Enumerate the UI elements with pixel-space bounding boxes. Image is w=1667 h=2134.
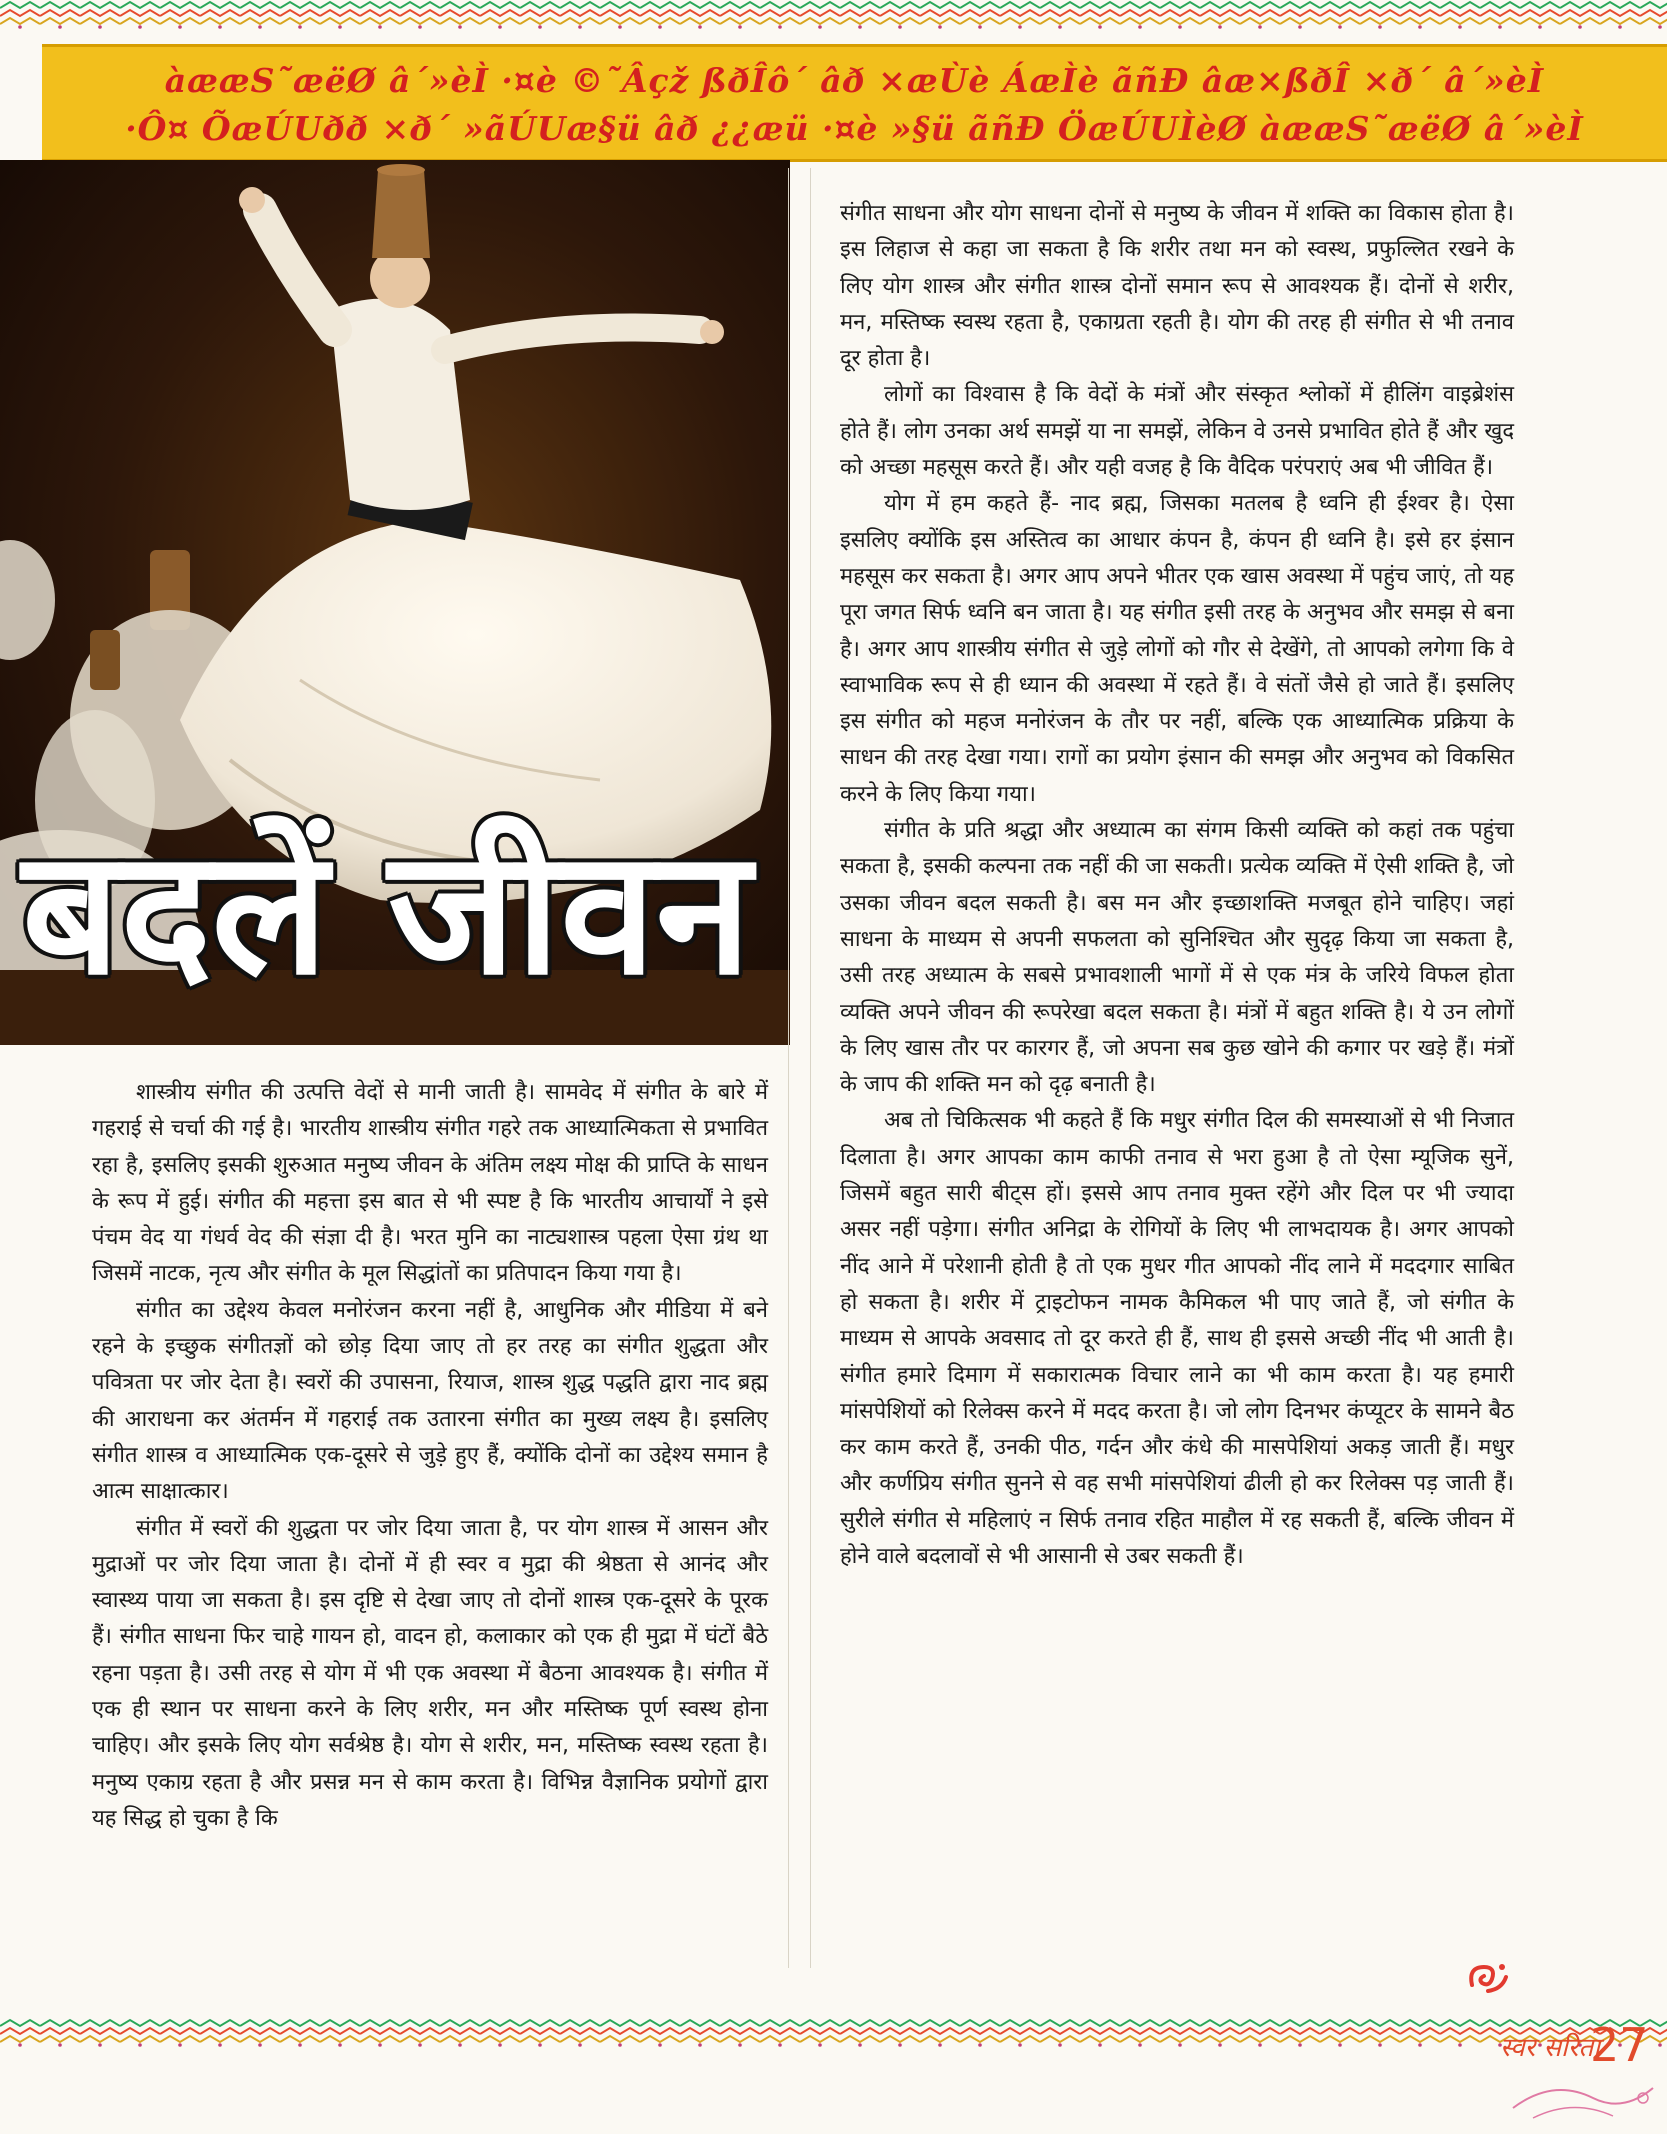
article-paragraph: अब तो चिकित्सक भी कहते हैं कि मधुर संगीत दिल की समस्याओं से भी निजात दिलाता है। अगर आपका काम काफी तनाव से भरा हुआ है तो ऐसा म्यूजिक सुनें, जिसमें बहुत सारी बीट्स हों। इससे आप तनाव मुक्त रहेंगे और दिल पर भी ज्यादा असर नहीं पड़ेगा। संगीत अनिद्रा के रोगियों के लिए भी लाभदायक है। अगर आपको नींद आने में परेशानी होती है तो एक मुधर गीत आपको नींद लाने में मददगार साबित हो सकता है। शरीर में ट्राइटोफन नामक कैमिकल भी पाए जाते हैं, जो संगीत के माध्यम से आपके अवसाद तो दूर करते ही हैं, साथ ही इससे अच्छी नींद भी आती है। संगीत हमारे दिमाग में सकारात्मक विचार लाने का भी काम करता है। यह हमारी मांसपेशियों को रिलेक्स करने में मदद करता है। जो लोग दिनभर कंप्यूटर के सामने बैठ कर काम करते हैं, उनकी पीठ, गर्दन और कंधे की मासपेशियां अकड़ जाती हैं। मधुर और कर्णप्रिय संगीत सुनने से वह सभी मांसपेशियां ढीली हो कर रिलेक्स पड़ जाती हैं। सुरीले संगीत से महिलाएं न सिर्फ तनाव रहित माहौल में रह सकती हैं, बल्कि जीवन में होने वाले बदलावों से भी आसानी से उबर सकती हैं। bbox=[840, 1108, 1514, 1569]
magazine-name: स्वर सरिता bbox=[1500, 2033, 1600, 2063]
article-paragraph: संगीत का उद्देश्य केवल मनोरंजन करना नहीं है, आधुनिक और मीडिया में बने रहने के इच्छुक संगीतज्ञों को छोड़ दिया जाए तो हर तरह का संगीत शुद्धता और पवित्रता पर जोर देता है। स्वरों की उपासना, रियाज, शास्त्र शुद्ध पद्धति द्वारा नाद ब्रह्म की आराधना कर अंतर्मन में गहराई तक उतारना संगीत का मुख्य लक्ष्य है। इसलिए संगीत शास्त्र व आध्यात्मिक एक-दूसरे से जुड़े हुए हैं, क्योंकि दोनों का उद्देश्य समान है आत्म साक्षात्कार। bbox=[92, 1297, 768, 1505]
header-banner bbox=[42, 44, 1667, 162]
left-article-column bbox=[92, 1075, 768, 1837]
banner-line-2: ·Ô¤ ÕæÚUðð ×ð´ »ãÚUæ§ü âð ¿¿æü ·¤è »§ü ãñÐ ÖæÚUÌèØ àææS˜æëØ â´»èÌ bbox=[125, 109, 1584, 148]
article-paragraph: योग में हम कहते हैं- नाद ब्रह्म, जिसका मतलब है ध्वनि ही ईश्वर है। ऐसा इसलिए क्योंकि इस अस्तित्व का आधार कंपन है, कंपन ही ध्वनि है। इसे हर इंसान महसूस कर सकता है। अगर आप अपने भीतर एक खास अवस्था में पहुंच जाएं, तो यह पूरा जगत सिर्फ ध्वनि बन जाता है। यह संगीत इसी तरह के अनुभव और समझ से बना है। अगर आप शास्त्रीय संगीत से जुड़े लोगों को गौर से देखेंगे, तो आपको लगेगा कि वे स्वाभाविक रूप से ही ध्यान की अवस्था में रहते हैं। वे संतों जैसे हो जाते हैं। इसलिए इस संगीत को महज मनोरंजन के तौर पर नहीं, बल्कि एक आध्यात्मिक प्रक्रिया के साधन की तरह देखा गया। रागों का प्रयोग इंसान की समझ और अनुभव को विकसित करने के लिए किया गया। bbox=[840, 491, 1514, 807]
page-number: 27 bbox=[1590, 2018, 1649, 2072]
decorative-border-top bbox=[0, 0, 1667, 30]
banner-line-1: àææS˜æëØ â´»èÌ ·¤è ©˜Âçž ßðÎô´ âð ×æÙè ÁæÌè ãñÐ âæ×ßðÎ ×ð´ â´»èÌ bbox=[164, 61, 1545, 100]
page-title: बदलें जीवन bbox=[22, 812, 752, 1013]
column-divider bbox=[788, 168, 789, 1968]
decorative-border-bottom bbox=[0, 2018, 1667, 2048]
article-paragraph: लोगों का विश्वास है कि वेदों के मंत्रों और संस्कृत श्लोकों में हीलिंग वाइब्रेशंस होते हैं। लोग उनका अर्थ समझें या ना समझें, लेकिन वे उनसे प्रभावित होते हैं और खुद को अच्छा महसूस करते हैं। और यही वजह है कि वैदिक परंपराएं अब भी जीवित हैं। bbox=[840, 382, 1514, 481]
end-ornament-icon bbox=[1462, 1955, 1512, 2005]
column-divider bbox=[810, 168, 811, 1968]
article-paragraph: संगीत साधना और योग साधना दोनों से मनुष्य के जीवन में शक्ति का विकास होता है। इस लिहाज से कहा जा सकता है कि शरीर तथा मन को स्वस्थ, प्रफुल्लित रखने के लिए योग शास्त्र और संगीत शास्त्र दोनों समान रूप से आवश्यक हैं। दोनों से शरीर, मन, मस्तिष्क स्वस्थ रहता है, एकाग्रता रहती है। योग की तरह ही संगीत से भी तनाव दूर होता है। bbox=[840, 201, 1514, 372]
article-paragraph: संगीत के प्रति श्रद्धा और अध्यात्म का संगम किसी व्यक्ति को कहां तक पहुंचा सकता है, इसकी कल्पना तक नहीं की जा सकती। प्रत्येक व्यक्ति में ऐसी शक्ति है, जो उसका जीवन बदल सकती है। बस मन और इच्छाशक्ति मजबूत होने चाहिए। जहां साधना के माध्यम से अपनी सफलता को सुनिश्चित और सुदृढ़ किया जा सकता है, उसी तरह अध्यात्म के सबसे प्रभावशाली भागों में से एक मंत्र के जरिये विफल होता व्यक्ति अपने जीवन की रूपरेखा बदल सकता है। मंत्रों में बहुत शक्ति है। ये उन लोगों के लिए खास तौर पर कारगर हैं, जो अपना सब कुछ खोने की कगार पर खड़े हैं। मंत्रों के जाप की शक्ति मन को दृढ़ बनाती है। bbox=[840, 818, 1514, 1098]
article-paragraph: शास्त्रीय संगीत की उत्पत्ति वेदों से मानी जाती है। सामवेद में संगीत के बारे में गहराई से चर्चा की गई है। भारतीय शास्त्रीय संगीत गहरे तक आध्यात्मिकता से प्रभावित रहा है, इसलिए इसकी शुरुआत मनुष्य जीवन के अंतिम लक्ष्य मोक्ष की प्राप्ति के साधन के रूप में हुई। संगीत की महत्ता इस बात से भी स्पष्ट है कि भारतीय आचार्यों ने इसे पंचम वेद या गंधर्व वेद की संज्ञा दी है। भरत मुनि का नाट्यशास्त्र पहला ऐसा ग्रंथ था जिसमें नाटक, नृत्य और संगीत के मूल सिद्धांतों का प्रतिपादन किया गया है। bbox=[92, 1080, 768, 1287]
right-article-column bbox=[840, 196, 1514, 1575]
article-paragraph: संगीत में स्वरों की शुद्धता पर जोर दिया जाता है, पर योग शास्त्र में आसन और मुद्राओं पर जोर दिया जाता है। दोनों में ही स्वर व मुद्रा की श्रेष्ठता से आनंद और स्वास्थ्य पाया जा सकता है। इस दृष्टि से देखा जाए तो दोनों शास्त्र एक-दूसरे के पूरक हैं। संगीत साधना फिर चाहे गायन हो, वादन हो, कलाकार को एक ही मुद्रा में घंटों बैठे रहना पड़ता है। उसी तरह से योग में भी एक अवस्था में बैठना आवश्यक है। संगीत में एक ही स्थान पर साधना करने के लिए शरीर, मन और मस्तिष्क पूर्ण स्वस्थ होना चाहिए। और इसके लिए योग सर्वश्रेष्ठ है। योग से शरीर, मन, मस्तिष्क स्वस्थ रहता है। मनुष्य एकाग्र रहता है और प्रसन्न मन से काम करता है। विभिन्न वैज्ञानिक प्रयोगों द्वारा यह सिद्ध हो चुका है कि bbox=[92, 1515, 768, 1831]
